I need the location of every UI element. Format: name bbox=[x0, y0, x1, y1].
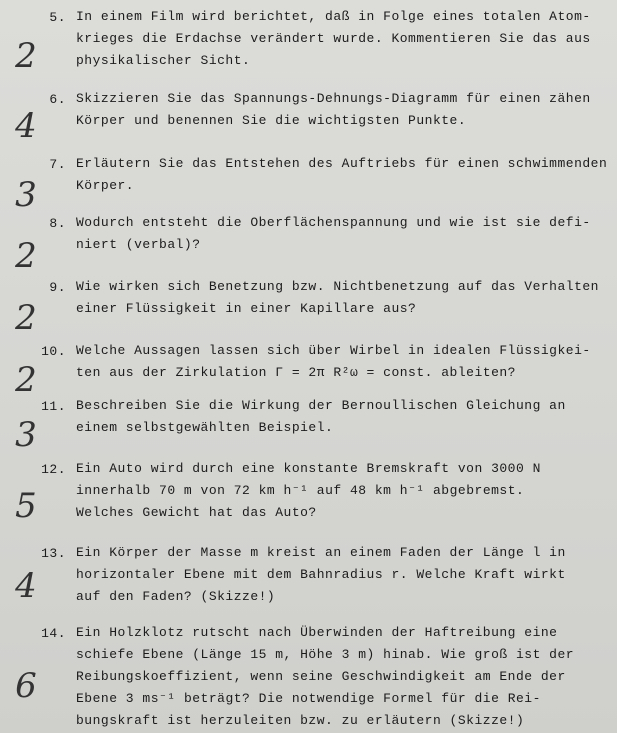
score-mark: 3 bbox=[15, 175, 37, 215]
question-number: 14. bbox=[41, 626, 66, 641]
question-line: Körper. bbox=[76, 178, 135, 193]
question-text bbox=[76, 276, 606, 320]
question-text bbox=[76, 88, 606, 132]
question-text bbox=[76, 212, 606, 256]
question-line: Ein Holzklotz rutscht nach Überwinden der Haftreibung eine bbox=[76, 625, 558, 640]
question-text bbox=[76, 6, 606, 72]
question-line: einer Flüssigkeit in einer Kapillare aus? bbox=[76, 301, 417, 316]
question-line: Körper und benennen Sie die wichtigsten Punkte. bbox=[76, 113, 467, 128]
question-line: auf den Faden? (Skizze!) bbox=[76, 589, 276, 604]
question-line: innerhalb 70 m von 72 km h⁻¹ auf 48 km h⁻¹ abgebremst. bbox=[76, 483, 525, 498]
score-mark: 5 bbox=[15, 486, 37, 526]
score-mark: 3 bbox=[15, 415, 37, 455]
question-line: krieges die Erdachse verändert wurde. Kommentieren Sie das aus bbox=[76, 31, 591, 46]
question-line: Erläutern Sie das Entstehen des Auftriebs für einen schwimmenden bbox=[76, 156, 608, 171]
question-line: Ein Körper der Masse m kreist an einem Faden der Länge l in bbox=[76, 545, 566, 560]
question-line: In einem Film wird berichtet, daß in Folge eines totalen Atom- bbox=[76, 9, 591, 24]
question-number: 6. bbox=[49, 92, 66, 107]
question-line: Reibungskoeffizient, wenn seine Geschwindigkeit am Ende der bbox=[76, 669, 566, 684]
question-line: Beschreiben Sie die Wirkung der Bernoullischen Gleichung an bbox=[76, 398, 566, 413]
question-number: 8. bbox=[49, 216, 66, 231]
question-line: Skizzieren Sie das Spannungs-Dehnungs-Diagramm für einen zähen bbox=[76, 91, 591, 106]
question-line: Wodurch entsteht die Oberflächenspannung und wie ist sie defi- bbox=[76, 215, 591, 230]
question-text bbox=[76, 395, 606, 439]
score-mark: 2 bbox=[15, 360, 37, 400]
score-mark: 6 bbox=[15, 666, 37, 706]
question-text bbox=[76, 340, 606, 384]
question-text bbox=[76, 542, 606, 608]
question-number: 11. bbox=[41, 399, 66, 414]
score-mark: 4 bbox=[15, 566, 37, 606]
question-number: 10. bbox=[41, 344, 66, 359]
score-mark: 2 bbox=[15, 298, 37, 338]
question-number: 12. bbox=[41, 462, 66, 477]
question-text bbox=[76, 458, 606, 524]
question-line: Ebene 3 ms⁻¹ beträgt? Die notwendige Formel für die Rei- bbox=[76, 691, 541, 706]
question-line: niert (verbal)? bbox=[76, 237, 201, 252]
question-text bbox=[76, 622, 606, 732]
question-line: einem selbstgewählten Beispiel. bbox=[76, 420, 334, 435]
question-line: Ein Auto wird durch eine konstante Bremskraft von 3000 N bbox=[76, 461, 541, 476]
question-line: ten aus der Zirkulation Γ = 2π R²ω = const. ableiten? bbox=[76, 365, 516, 380]
question-number: 7. bbox=[49, 157, 66, 172]
question-number: 5. bbox=[49, 10, 66, 25]
question-line: horizontaler Ebene mit dem Bahnradius r. Welche Kraft wirkt bbox=[76, 567, 566, 582]
score-mark: 2 bbox=[15, 36, 37, 76]
question-line: physikalischer Sicht. bbox=[76, 53, 251, 68]
question-number: 9. bbox=[49, 280, 66, 295]
question-line: schiefe Ebene (Länge 15 m, Höhe 3 m) hinab. Wie groß ist der bbox=[76, 647, 575, 662]
question-line: Welche Aussagen lassen sich über Wirbel in idealen Flüssigkei- bbox=[76, 343, 591, 358]
question-text bbox=[76, 153, 606, 197]
question-number: 13. bbox=[41, 546, 66, 561]
question-line: Wie wirken sich Benetzung bzw. Nichtbenetzung auf das Verhalten bbox=[76, 279, 599, 294]
score-mark: 4 bbox=[15, 106, 37, 146]
score-mark: 2 bbox=[15, 236, 37, 276]
question-line: bungskraft ist herzuleiten bzw. zu erläutern (Skizze!) bbox=[76, 713, 525, 728]
question-line: Welches Gewicht hat das Auto? bbox=[76, 505, 317, 520]
